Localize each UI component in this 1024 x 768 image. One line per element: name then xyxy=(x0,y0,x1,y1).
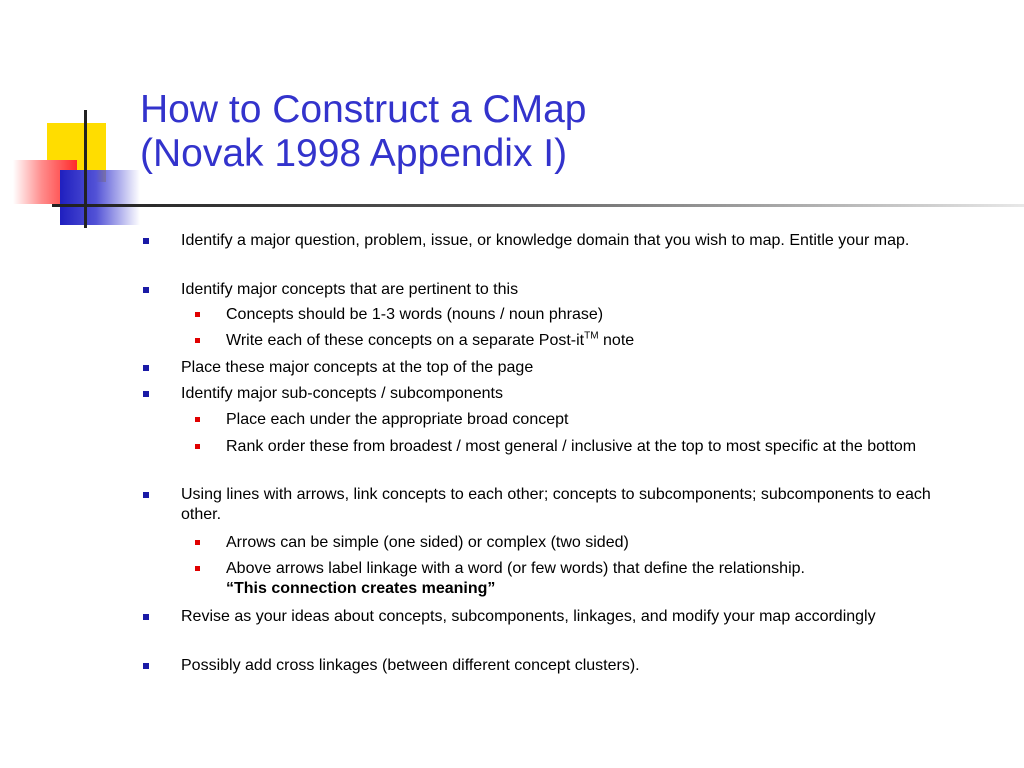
square-bullet-icon xyxy=(143,365,149,371)
sub-list-item xyxy=(226,305,991,325)
square-bullet-icon xyxy=(195,312,200,317)
slide-title xyxy=(140,88,587,176)
list-item xyxy=(181,656,971,676)
list-item-text: Place each under the appropriate broad concept xyxy=(226,411,569,428)
square-bullet-icon xyxy=(143,614,149,620)
sub-list-item xyxy=(226,437,991,457)
square-bullet-icon xyxy=(195,338,200,343)
slide-title-line-1: How to Construct a CMap xyxy=(140,88,587,131)
list-item-text: Write each of these concepts on a separate Post-it xyxy=(226,332,585,349)
square-bullet-icon xyxy=(195,417,200,422)
square-bullet-icon xyxy=(195,540,200,545)
square-bullet-icon xyxy=(143,492,149,498)
list-item xyxy=(181,358,971,378)
square-bullet-icon xyxy=(143,391,149,397)
list-item-text: Arrows can be simple (one sided) or complex (two sided) xyxy=(226,534,629,551)
list-item-text: Identify major concepts that are pertinent to this xyxy=(181,281,519,298)
list-item xyxy=(181,280,971,300)
list-item-text: Above arrows label linkage with a word (or few words) that define the relationship. xyxy=(226,560,805,577)
sub-list-item xyxy=(226,410,991,430)
list-item-text: Concepts should be 1-3 words (nouns / noun phrase) xyxy=(226,306,604,323)
square-bullet-icon xyxy=(143,663,149,669)
sub-list-item xyxy=(226,331,991,351)
title-rule xyxy=(87,204,1024,207)
list-item-text: Possibly add cross linkages (between different concept clusters). xyxy=(181,657,640,674)
logo-blue-block xyxy=(60,170,140,225)
list-item xyxy=(181,231,971,251)
list-item-text: Place these major concepts at the top of the page xyxy=(181,359,534,376)
list-item-text-tail: note xyxy=(598,332,635,349)
square-bullet-icon xyxy=(143,287,149,293)
emphasis-text: “This connection creates meaning” xyxy=(226,580,496,597)
sub-list-item xyxy=(226,533,991,553)
list-item-text: Revise as your ideas about concepts, subcomponents, linkages, and modify your map accordingly xyxy=(181,608,876,625)
list-item xyxy=(181,485,971,525)
list-item-text: Identify a major question, problem, issue, or knowledge domain that you wish to map. Entitle your map. xyxy=(181,232,910,249)
list-item xyxy=(181,384,971,404)
trademark-superscript: TM xyxy=(584,330,599,342)
list-item-text: Using lines with arrows, link concepts to each other; concepts to subcomponents; subcomponents to each other. xyxy=(181,486,931,523)
list-item-text: Rank order these from broadest / most general / inclusive at the top to most specific at the bottom xyxy=(226,438,917,455)
list-item-text: Identify major sub-concepts / subcomponents xyxy=(181,385,503,402)
list-item xyxy=(181,607,971,627)
slide-title-line-2: (Novak 1998 Appendix I) xyxy=(140,132,568,175)
square-bullet-icon xyxy=(195,566,200,571)
square-bullet-icon xyxy=(195,444,200,449)
logo-vertical-line xyxy=(84,110,87,228)
square-bullet-icon xyxy=(143,238,149,244)
sub-list-item xyxy=(226,559,991,599)
